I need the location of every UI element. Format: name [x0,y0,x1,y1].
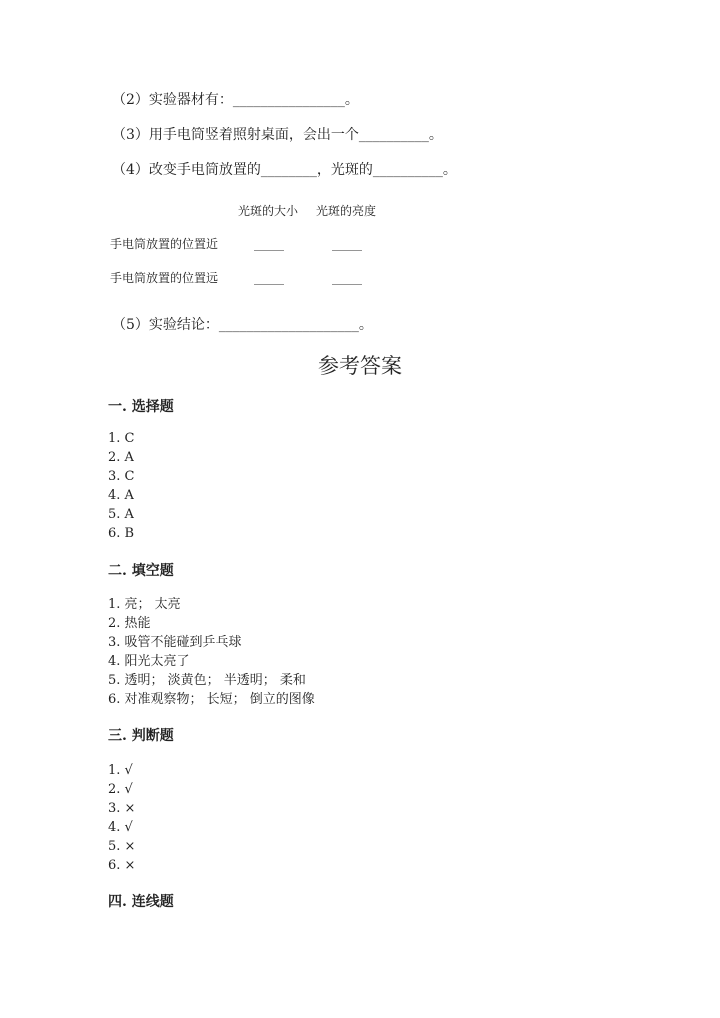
list-item: 3. C [108,469,135,484]
section-heading: 二. 填空题 [108,563,174,579]
list-item: 1. √ [108,763,133,778]
question-5: （5）实验结论：____________________。 [112,317,373,333]
section-heading: 三. 判断题 [108,728,174,744]
question-4: （4）改变手电筒放置的________，光斑的__________。 [112,162,457,178]
list-item: 2. A [108,450,134,465]
table-cell-blank: _____ [254,271,284,285]
question-3: （3）用手电筒竖着照射桌面，会出一个__________。 [112,127,443,143]
section-heading: 一. 选择题 [108,399,174,415]
section-heading: 四. 连线题 [108,894,174,910]
answer-key-title: 参考答案 [318,354,402,378]
list-item: 6. × [108,858,136,873]
list-item: 3. 吸管不能碰到乒乓球 [108,635,242,650]
list-item: 4. √ [108,820,133,835]
answer-list [108,595,315,709]
table-header-brightness: 光斑的亮度 [316,204,377,218]
list-item: 5. 透明； 淡黄色； 半透明； 柔和 [108,673,306,688]
answer-list [108,761,135,875]
list-item: 1. C [108,431,135,446]
table-cell-blank: _____ [254,237,284,251]
table-cell-blank: _____ [332,271,362,285]
table-cell-blank: _____ [332,237,362,251]
answer-list [108,429,134,543]
table-row-label: 手电筒放置的位置远 [110,271,219,285]
list-item: 6. B [108,526,135,541]
table-header-size: 光斑的大小 [238,204,299,218]
list-item: 3. × [108,801,136,816]
list-item: 2. √ [108,782,133,797]
list-item: 5. A [108,507,134,522]
list-item: 4. 阳光太亮了 [108,654,190,669]
list-item: 4. A [108,488,134,503]
list-item: 2. 热能 [108,616,151,631]
list-item: 1. 亮； 太亮 [108,597,181,612]
table-row-label: 手电筒放置的位置近 [110,237,219,251]
list-item: 5. × [108,839,136,854]
question-2: （2）实验器材有：________________。 [112,92,359,108]
list-item: 6. 对准观察物； 长短； 倒立的图像 [108,692,315,707]
